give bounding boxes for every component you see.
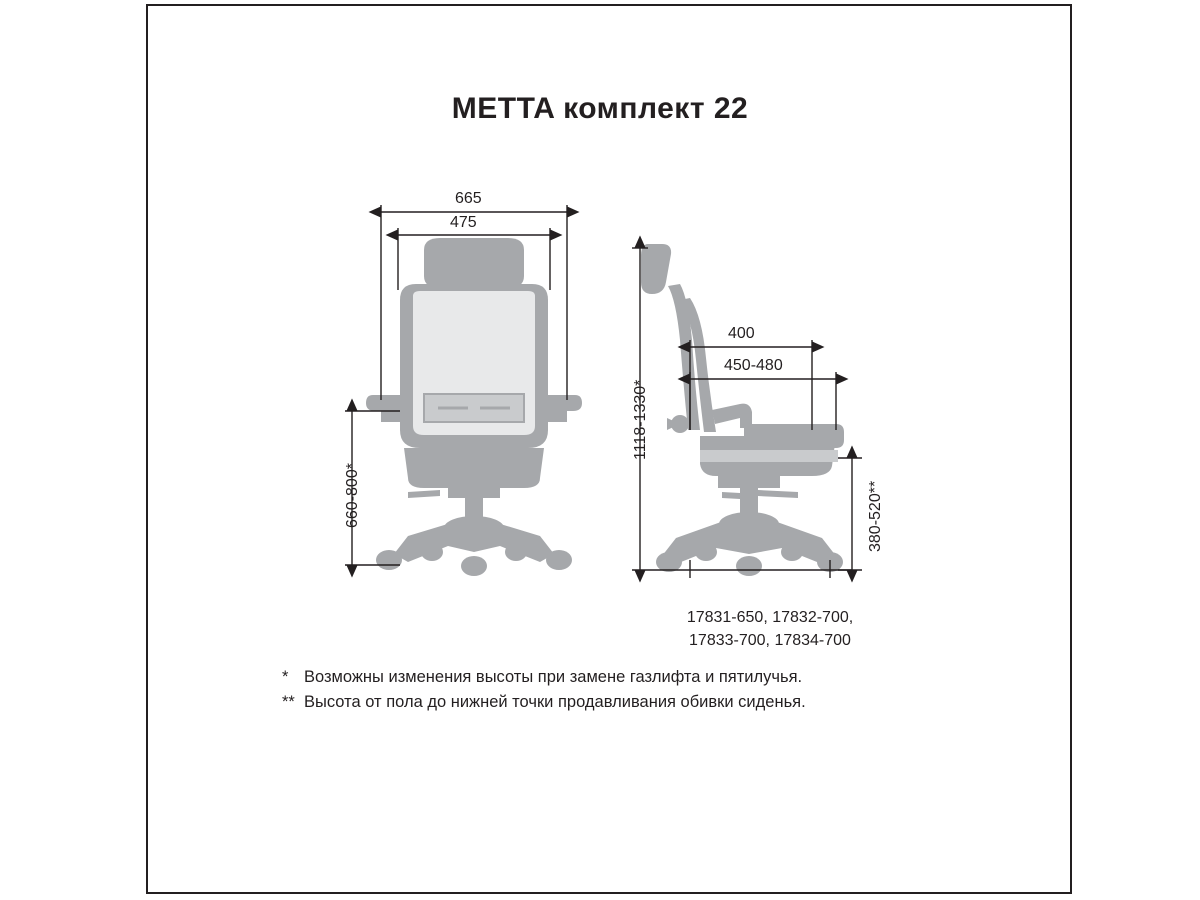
dim-side-seat-depth: 400 [728,325,755,342]
product-codes-line-1: 17831-650, 17832-700, [686,609,854,626]
side-view-chair [641,244,844,576]
dim-side-seat-width-range: 450-480 [724,357,783,374]
dim-front-height-range: 660-800* [344,463,361,528]
footnote-mark: * [282,668,289,686]
product-codes [600,606,940,652]
footnotes [282,665,982,715]
footnote-mark: ** [282,693,295,711]
page-title: METTA комплект 22 [451,92,749,125]
dim-side-seat-height-range: 380-520** [867,480,884,552]
dim-front-overall-width: 665 [455,190,482,207]
footnote-text: Высота от пола до нижней точки продавливания обивки сиденья. [304,693,806,711]
footnote-row [282,690,982,715]
footnote-row [282,665,982,690]
dim-front-back-width: 475 [450,214,477,231]
dim-side-total-height-range: 1118-1330* [632,379,649,460]
product-codes-line-2: 17833-700, 17834-700 [689,632,851,649]
footnote-text: Возможны изменения высоты при замене газлифта и пятилучья. [304,668,803,686]
